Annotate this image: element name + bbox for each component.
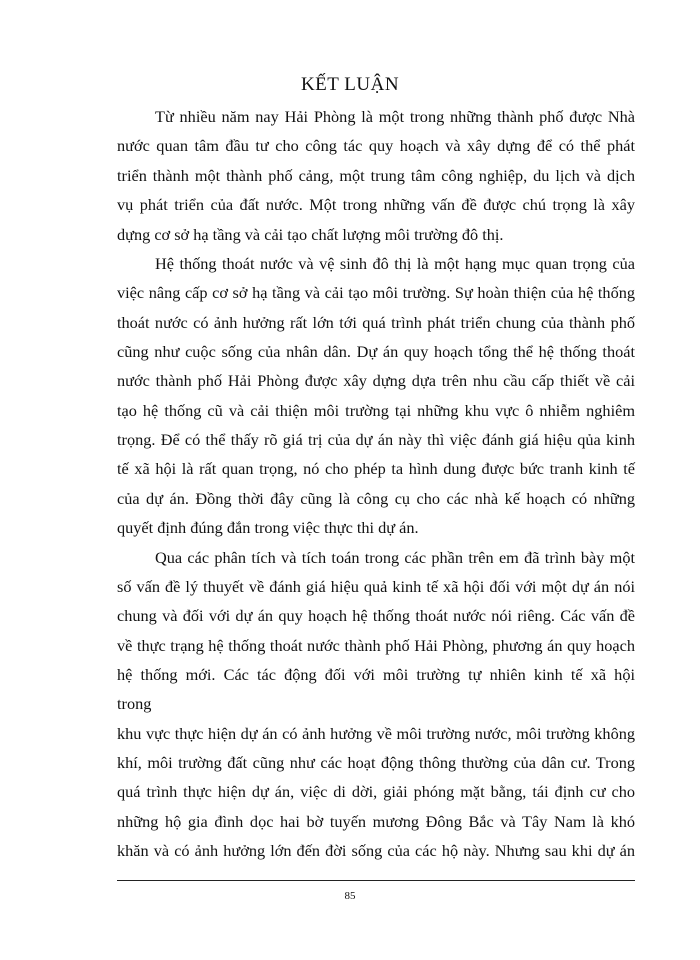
text-line: nước thành phố Hải Phòng được xây dựng dựa trên nhu cầu cấp thiết về cải	[117, 371, 635, 390]
text-line: vụ phát triển của đất nước. Một trong những vấn đề được chú trọng là xây	[117, 195, 635, 214]
text-line: khí, môi trường đất cũng như các hoạt động thông thường của dân cư. Trong	[117, 753, 635, 772]
page-number: 85	[344, 890, 356, 902]
text-line: Từ nhiều năm nay Hải Phòng là một trong những thành phố được Nhà	[155, 107, 635, 126]
text-line: dựng cơ sở hạ tầng và cải tạo chất lượng môi trường đô thị.	[117, 225, 504, 244]
page-title: KẾT LUẬN	[300, 74, 400, 95]
text-line: khăn và có ảnh hưởng lớn đến đời sống của các hộ này. Nhưng sau khi dự án	[117, 841, 635, 860]
text-line: việc nâng cấp cơ sở hạ tầng và cải tạo môi trường. Sự hoàn thiện của hệ thống	[117, 283, 635, 302]
text-line: thoát nước có ảnh hưởng rất lớn tới quá trình phát triển chung của thành phố	[117, 313, 635, 332]
text-line: trọng. Để có thể thấy rõ giá trị của dự án này thì việc đánh giá hiệu qủa kinh	[117, 430, 635, 449]
footer-divider	[117, 880, 635, 881]
text-line: khu vực thực hiện dự án có ảnh hưởng về môi trường nước, môi trường không	[117, 724, 635, 743]
text-line: quá trình thực hiện dự án, việc di dời, giải phóng mặt bằng, tái định cư cho	[117, 782, 635, 801]
text-line: cũng như cuộc sống của nhân dân. Dự án quy hoạch tổng thể hệ thống thoát	[117, 342, 635, 361]
text-line: quyết định đúng đắn trong việc thực thi dự án.	[117, 518, 419, 537]
text-line: những hộ gia đình dọc hai bờ tuyến mương Đông Bắc và Tây Nam là khó	[117, 812, 635, 831]
text-line: của dự án. Đồng thời đây cũng là công cụ cho các nhà kế hoạch có những	[117, 489, 635, 508]
text-line: Qua các phân tích và tích toán trong các phần trên em đã trình bày một	[155, 548, 635, 567]
text-line: Hệ thống thoát nước và vệ sinh đô thị là một hạng mục quan trọng của	[155, 254, 635, 273]
text-line: triển thành một thành phố cảng, một trung tâm công nghiệp, du lịch và dịch	[117, 166, 635, 185]
text-line: chung và đối với dự án quy hoạch hệ thống thoát nước nói riêng. Các vấn đề	[117, 606, 635, 625]
text-line: về thực trạng hệ thống thoát nước thành phố Hải Phòng, phương án quy hoạch	[117, 636, 635, 655]
text-line: trong	[117, 694, 152, 713]
text-line: tế xã hội là rất quan trọng, nó cho phép ta hình dung được bức tranh kinh tế	[117, 459, 635, 478]
text-line: nước quan tâm đầu tư cho công tác quy hoạch và xây dựng để có thể phát	[117, 136, 635, 155]
text-line: tạo hệ thống cũ và cải thiện môi trường tại những khu vực ô nhiễm nghiêm	[117, 401, 635, 420]
text-line: số vấn đề lý thuyết về đánh giá hiệu quả kinh tế xã hội đối với một dự án nói	[117, 577, 635, 596]
text-line: hệ thống mới. Các tác động đối với môi trường tự nhiên kinh tế xã hội	[117, 665, 635, 684]
